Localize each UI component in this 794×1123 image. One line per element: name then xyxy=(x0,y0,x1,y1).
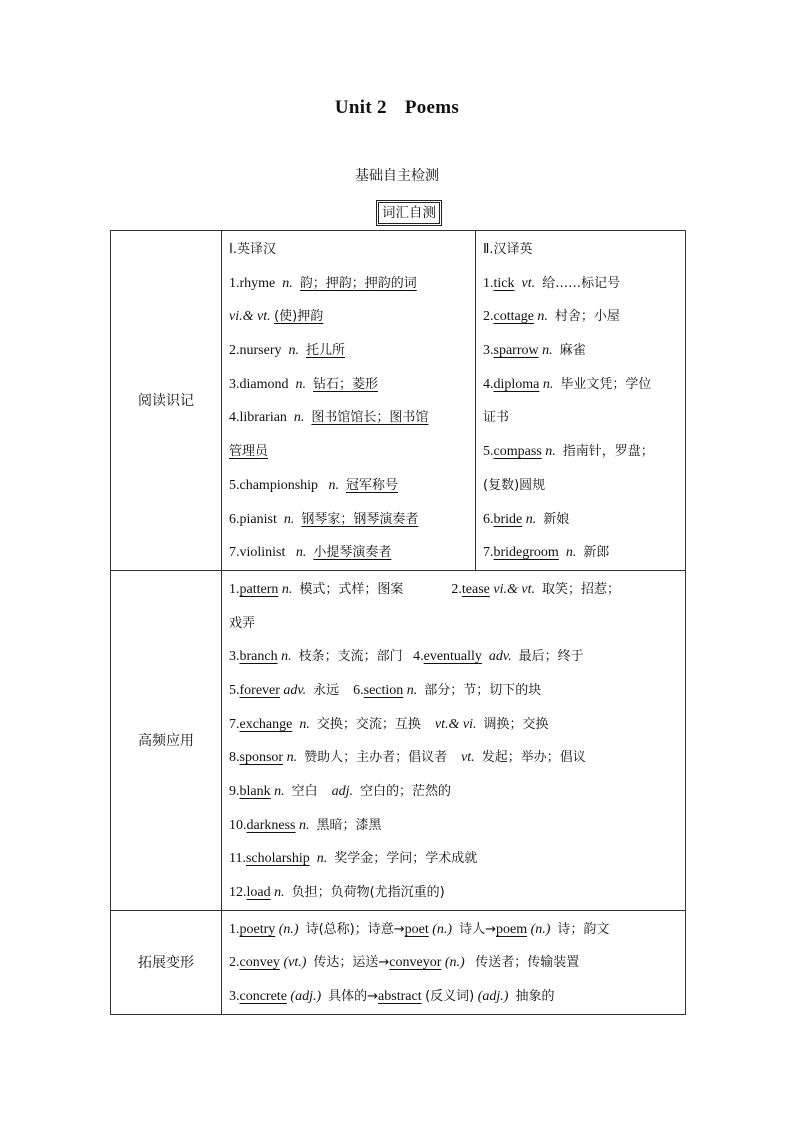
answer: conveyor xyxy=(389,955,442,971)
vocab-line: 6.bride n. 新娘 xyxy=(483,511,570,527)
answer: section xyxy=(363,682,404,698)
vocab-line: 11.scholarship n. 奖学金；学问；学术成就 xyxy=(229,851,478,867)
frequency-section-row xyxy=(111,570,686,910)
answer: concrete xyxy=(239,989,287,1005)
category-cell: 拓展变形 xyxy=(111,910,222,1014)
vocab-line: 5.forever adv. 永远 6.section n. 部分；节；切下的块 xyxy=(229,682,542,698)
vocab-line: 5.compass n. 指南针，罗盘； xyxy=(483,444,654,460)
vocab-line: 2.cottage n. 村舍；小屋 xyxy=(483,309,620,325)
vocab-line: (复数)圆规 xyxy=(483,477,546,493)
answer: 托儿所 xyxy=(306,343,346,359)
answer: poet xyxy=(404,921,429,937)
chinese-to-english-cell xyxy=(476,231,686,571)
vocab-line: 3.sparrow n. 麻雀 xyxy=(483,343,586,359)
vocab-line: 1.poetry (n.) 诗(总称)；诗意→poet (n.) 诗人→poem (n.) 诗；韵文 xyxy=(229,921,610,937)
vocab-line: 1.pattern n. 模式；式样；图案 2.tease vi.& vt. 取笑；招惹； xyxy=(229,581,620,597)
vocab-line: vi.& vt. (使)押韵 xyxy=(229,309,324,325)
answer: pattern xyxy=(239,581,279,597)
section-subtitle: 基础自主检测 xyxy=(355,168,439,184)
vocab-line: 证书 xyxy=(483,410,510,426)
answer: exchange xyxy=(239,716,293,732)
answer: diploma xyxy=(493,376,540,392)
answer: poetry xyxy=(239,921,276,937)
answer: branch xyxy=(239,649,278,665)
vocab-line: 3.concrete (adj.) 具体的→abstract (反义词) (adj.) 抽象的 xyxy=(229,989,555,1005)
answer: abstract xyxy=(378,989,422,1005)
answer: eventually xyxy=(423,649,482,665)
answer: sponsor xyxy=(239,750,284,766)
category-cell: 高频应用 xyxy=(111,570,222,910)
vocab-line: 7.violinist n. 小提琴演奏者 xyxy=(229,545,392,561)
vocab-line: 3.diamond n. 钻石；菱形 xyxy=(229,376,379,392)
boxed-section-label: 词汇自测 xyxy=(378,202,440,224)
vocab-line: 8.sponsor n. 赞助人；主办者；倡议者 vt. 发起；举办；倡议 xyxy=(229,750,586,766)
answer: scholarship xyxy=(245,851,310,867)
answer: tease xyxy=(461,581,490,597)
answer: darkness xyxy=(246,817,296,833)
vocab-line: 9.blank n. 空白 adj. 空白的；茫然的 xyxy=(229,784,452,799)
vocab-line: 7.exchange n. 交换；交流；互换 vt.& vi. 调换；交换 xyxy=(229,716,549,732)
vocab-line: 4.librarian n. 图书馆馆长；图书馆 xyxy=(229,410,429,426)
english-to-chinese-cell xyxy=(222,231,476,571)
vocab-line: 6.pianist n. 钢琴家；钢琴演奏者 xyxy=(229,511,419,527)
answer: bridegroom xyxy=(493,545,559,561)
extension-content-cell xyxy=(222,910,686,1014)
frequency-content-cell xyxy=(222,570,686,910)
answer: tick xyxy=(493,275,515,291)
answer: forever xyxy=(239,682,280,698)
vocab-line: 1.tick vt. 给……标记号 xyxy=(483,275,621,291)
vocab-line: 1.rhyme n. 韵；押韵；押韵的词 xyxy=(229,275,417,291)
vocab-line xyxy=(229,435,469,469)
answer: convey xyxy=(239,955,280,971)
answer: bride xyxy=(493,511,523,527)
answer: 管理员 xyxy=(229,444,269,460)
vocab-line: 戏弄 xyxy=(229,615,256,631)
answer: load xyxy=(246,885,271,901)
vocab-line: 12.load n. 负担；负荷物(尤指沉重的) xyxy=(229,885,445,901)
heading-chinese-to-english: Ⅱ.汉译英 xyxy=(483,242,533,257)
answer: blank xyxy=(239,784,271,799)
answer: 韵；押韵；押韵的词 xyxy=(299,275,417,291)
heading-english-to-chinese: Ⅰ.英译汉 xyxy=(229,242,276,257)
answer: compass xyxy=(493,444,542,460)
page-title xyxy=(0,97,794,119)
answer: 小提琴演奏者 xyxy=(313,545,392,561)
answer: 钻石；菱形 xyxy=(313,376,379,392)
vocab-line: 5.championship n. 冠军称号 xyxy=(229,477,399,493)
vocab-line: 3.branch n. 枝条；支流；部门 4.eventually adv. 最后；终于 xyxy=(229,649,584,665)
answer: 图书馆馆长；图书馆 xyxy=(311,410,429,426)
vocab-line: 7.bridegroom n. 新郎 xyxy=(483,545,610,561)
vocab-line: 10.darkness n. 黑暗；漆黑 xyxy=(229,817,382,833)
vocab-line: 2.convey (vt.) 传达；运送→conveyor (n.) 传送者；传输装置 xyxy=(229,955,580,971)
vocabulary-table xyxy=(110,230,686,1015)
vocab-line: 4.diploma n. 毕业文凭；学位 xyxy=(483,376,652,392)
answer: (使)押韵 xyxy=(274,309,324,325)
answer: cottage xyxy=(493,309,534,325)
extension-section-row xyxy=(111,910,686,1014)
answer: 冠军称号 xyxy=(346,477,399,493)
answer: 钢琴家；钢琴演奏者 xyxy=(301,511,419,527)
reading-section-row xyxy=(111,231,686,571)
answer: sparrow xyxy=(493,343,539,359)
unit-label: Unit 2 xyxy=(334,97,387,118)
vocab-line: 2.nursery n. 托儿所 xyxy=(229,343,346,359)
answer: poem xyxy=(495,921,528,937)
category-cell: 阅读识记 xyxy=(111,231,222,571)
unit-topic: Poems xyxy=(404,97,460,118)
